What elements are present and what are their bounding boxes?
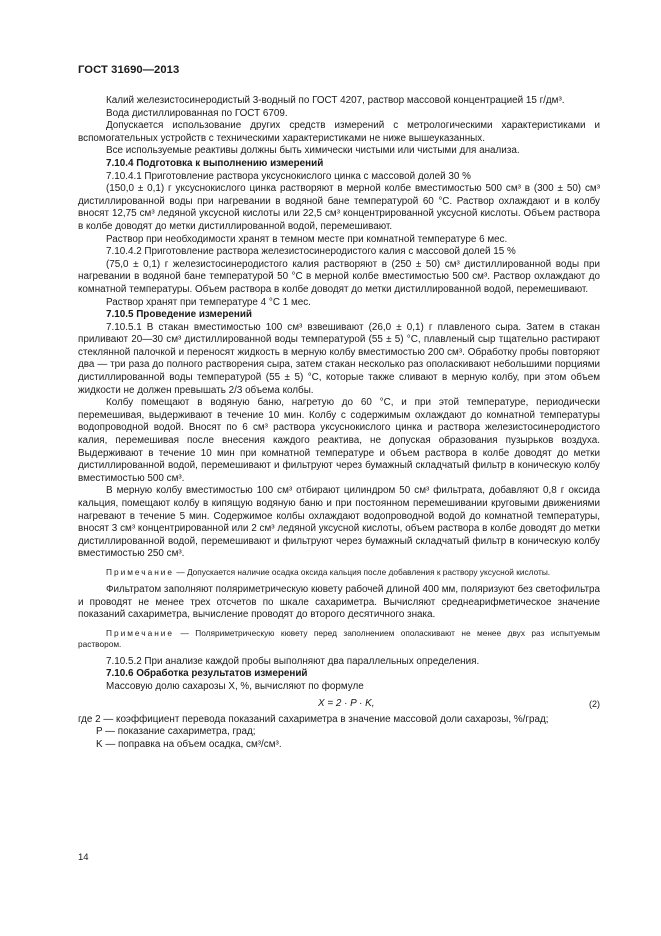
paragraph-polarimeter: Фильтратом заполняют поляриметрическую кювету рабочей длиной 400 мм, поляризуют без светофильтра и проводят не менее трех отсчетов по шкале сахариметра. Вычисляют среднеарифметическое значение показаний сахариметра, вычисление проводят до второго десятичного знака. bbox=[78, 583, 600, 621]
page-number: 14 bbox=[78, 852, 89, 863]
paragraph-reagent-purity: Все используемые реактивы должны быть химически чистыми или чистыми для анализа. bbox=[106, 145, 520, 157]
note-text: — Поляриметрическую кювету перед заполнением ополаскивают не менее двух раз испытуемым раствором. bbox=[78, 627, 600, 649]
section-heading-measurements: 7.10.5 Проведение измерений bbox=[106, 309, 252, 321]
formula-number: (2) bbox=[589, 698, 600, 709]
paragraph-alternative-instruments: Допускается использование других средств измерений с метрологическими характеристиками и вспомогательных устройств с техническими характеристиками не ниже вышеуказанных. bbox=[78, 120, 600, 144]
paragraph-zinc-acetate-storage: Раствор при необходимости хранят в темном месте при комнатной температуре 6 мес. bbox=[106, 233, 508, 245]
paragraph-sample-preparation: 7.10.5.1 В стакан вместимостью 100 см³ взвешивают (26,0 ± 0,1) г плавленого сыра. Затем в стакан приливают 20—30 см³ дистиллированной воды температурой (55 ± 5) °С, плавленый сыр тщательно растирают стеклянной палочкой и переносят жидкость в мерную колбу вместимостью 200 см³. Обработку пробы повторяют два — три раза до полного растворения сыра, затем стакан несколько раз ополаскивают небольшими порциями дистиллированной воды температурой (55 ± 5) °С, которые также сливают в мерную колбу, при этом объем жидкости не должен превышать 2/3 объема колбы. bbox=[78, 321, 600, 396]
section-heading-preparation: 7.10.4 Подготовка к выполнению измерений bbox=[106, 157, 324, 169]
where-clause-k: K — поправка на объем осадка, см³/см³. bbox=[96, 738, 282, 750]
document-header: ГОСТ 31690—2013 bbox=[78, 64, 180, 76]
paragraph-potassium-ferrocyanide-procedure: (75,0 ± 0,1) г железистосинеродистого калия растворяют в (250 ± 50) см³ дистиллированной воды при нагревании в водяной бане температурой 50 °С в мерной колбе вместимостью 500 см³. Раствор охлаждают до комнатной температуры. Объем раствора в колбе доводят до метки дистиллированной водой, перемешивают. bbox=[78, 258, 600, 295]
subsection-zinc-acetate: 7.10.4.1 Приготовление раствора уксуснокислого цинка с массовой долей 30 % bbox=[106, 170, 471, 182]
note-polarimeter bbox=[78, 628, 600, 650]
note-text: — Допускается наличие осадка оксида кальция после добавления к раствору уксусной кислоты. bbox=[174, 566, 551, 577]
paragraph-parallel-determinations: 7.10.5.2 При анализе каждой пробы выполняют два параллельных определения. bbox=[106, 655, 480, 667]
note-label: Примечание bbox=[106, 566, 175, 577]
paragraph-formula-intro: Массовую долю сахарозы X, %, вычисляют по формуле bbox=[106, 680, 364, 692]
paragraph-zinc-acetate-procedure: (150,0 ± 0,1) г уксуснокислого цинка растворяют в мерной колбе вместимостью 500 см³ в (300 ± 50) см³ дистиллированной воды при нагревании в водяной бане температурой 60 °С. Раствор охлаждают и в колбу вносят 12,75 см³ ледяной уксусной кислоты или 22,5 см³ концентрированной уксусной кислоты. Объем раствора в колбе доводят до метки дистиллированной водой, перемешивают. bbox=[78, 183, 600, 232]
subsection-potassium-ferrocyanide: 7.10.4.2 Приготовление раствора железистосинеродистого калия с массовой долей 15 % bbox=[106, 246, 516, 258]
paragraph-potassium-ferrocyanide-storage: Раствор хранят при температуре 4 °С 1 мес. bbox=[106, 296, 311, 308]
where-clause-p: P — показание сахариметра, град; bbox=[96, 726, 256, 738]
paragraph-reagent-potassium: Калий железистосинеродистый 3-водный по ГОСТ 4207, раствор массовой концентрацией 15 г/дм³. bbox=[106, 95, 565, 106]
document-body bbox=[78, 95, 600, 751]
paragraph-calcium-oxide: В мерную колбу вместимостью 100 см³ отбирают цилиндром 50 см³ фильтрата, добавляют 0,8 г оксида кальция, помещают колбу в кипящую водяную баню и при постоянном перемешивании круговыми движениями нагревают в течение 5 мин. Содержимое колбы охлаждают водопроводной водой до комнатной температуры, вносят 3 см³ концентрированной или 2 см³ ледяной уксусной кислоты, объем раствора в колбе доводят до метки дистиллированной водой, перемешивают и фильтруют через бумажный складчатый фильтр в коническую колбу вместимостью 250 см³. bbox=[78, 485, 600, 560]
section-heading-results: 7.10.6 Обработка результатов измерений bbox=[106, 668, 308, 680]
formula: X = 2 · P · K, bbox=[318, 697, 375, 709]
paragraph-reagent-water: Вода дистиллированная по ГОСТ 6709. bbox=[106, 107, 288, 119]
note-label: Примечание bbox=[106, 627, 175, 638]
note-calcium-oxide bbox=[78, 567, 600, 578]
paragraph-water-bath: Колбу помещают в водяную баню, нагретую до 60 °С, и при этой температуре, периодически перемешивая, выдерживают в течение 10 мин. Колбу с содержимым охлаждают до комнатной температуры водопроводной водой. Вносят по 6 см³ раствора уксуснокислого цинка и раствора железистосинеродистого калия, перемешивая после внесения каждого реактива, не допуская образования пузырьков воздуха. Выдерживают в течение 10 мин при комнатной температуре и объем раствора в колбе доводят до метки дистиллированной водой, перемешивают и фильтруют через бумажный складчатый фильтр в коническую колбу вместимостью 500 см³. bbox=[78, 397, 600, 484]
where-clause-2: где 2 — коэффициент перевода показаний сахариметра в значение массовой доли сахарозы, %/град; bbox=[78, 713, 549, 725]
formula-block bbox=[78, 696, 600, 714]
